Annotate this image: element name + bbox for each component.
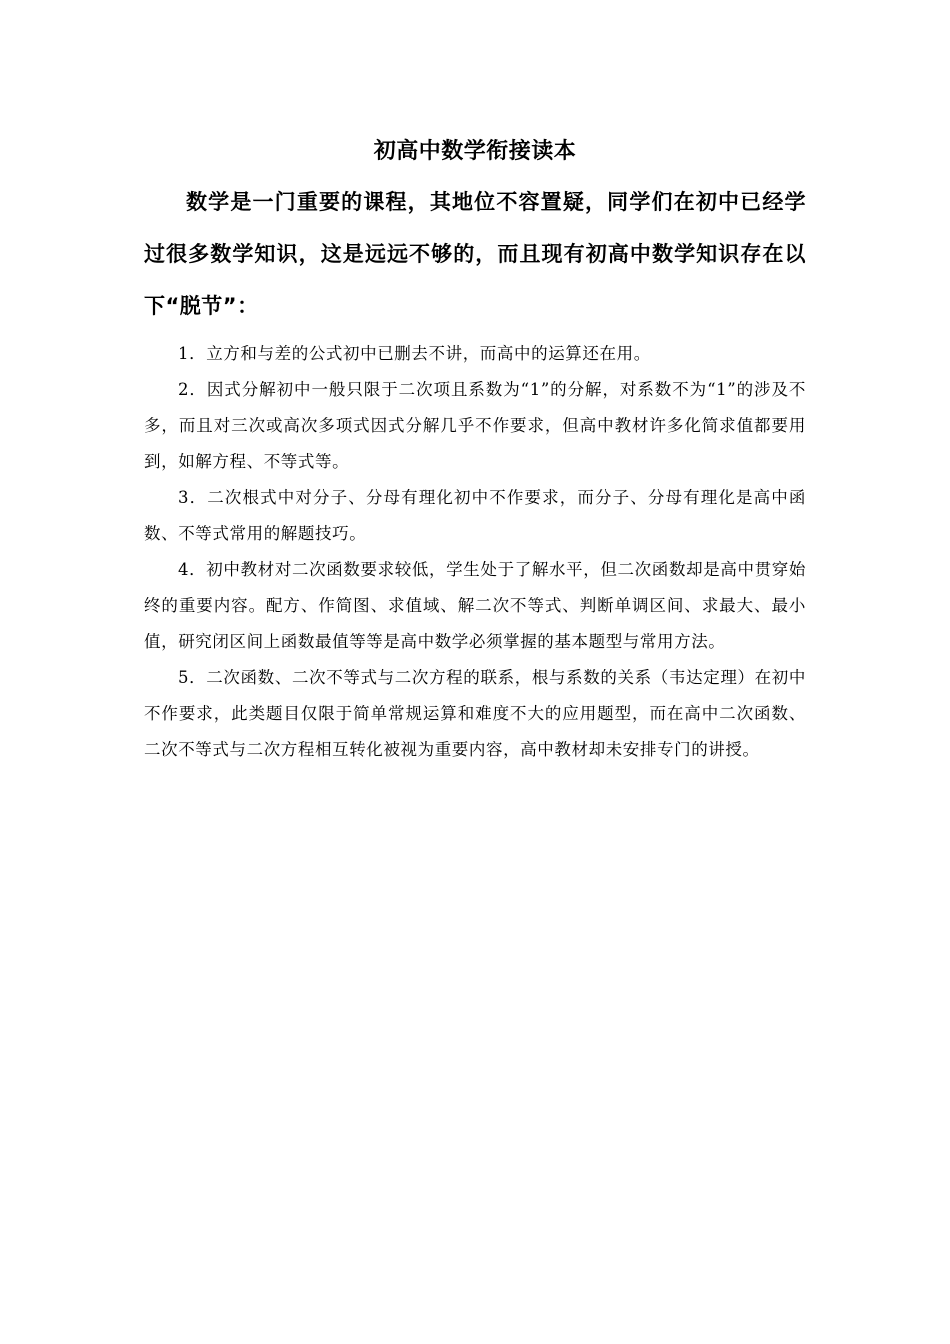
document-title: 初高中数学衔接读本 — [373, 139, 577, 164]
intro-paragraph: 数学是一门重要的课程，其地位不容置疑，同学们在初中已经学过很多数学知识，这是远远不够的，而且现有初高中数学知识存在以下“脱节”： — [144, 190, 806, 318]
gap-list — [144, 336, 806, 768]
list-item-5: 5．二次函数、二次不等式与二次方程的联系，根与系数的关系（韦达定理）在初中不作要求，此类题目仅限于简单常规运算和难度不大的应用题型，而在高中二次函数、二次不等式与二次方程相互转化被视为重要内容，高中教材却未安排专门的讲授。 — [144, 668, 806, 759]
list-item-1: 1．立方和与差的公式初中已删去不讲，而高中的运算还在用。 — [178, 344, 651, 363]
list-item-2: 2．因式分解初中一般只限于二次项且系数为“1”的分解，对系数不为“1”的涉及不多，而且对三次或高次多项式因式分解几乎不作要求，但高中教材许多化简求值都要用到，如解方程、不等式等。 — [144, 380, 806, 471]
document-body — [144, 128, 806, 768]
list-item-4: 4．初中教材对二次函数要求较低，学生处于了解水平，但二次函数却是高中贯穿始终的重要内容。配方、作简图、求值域、解二次不等式、判断单调区间、求最大、最小值，研究闭区间上函数最值等等是高中数学必须掌握的基本题型与常用方法。 — [144, 560, 806, 651]
list-item-3: 3．二次根式中对分子、分母有理化初中不作要求，而分子、分母有理化是高中函数、不等式常用的解题技巧。 — [144, 488, 806, 543]
